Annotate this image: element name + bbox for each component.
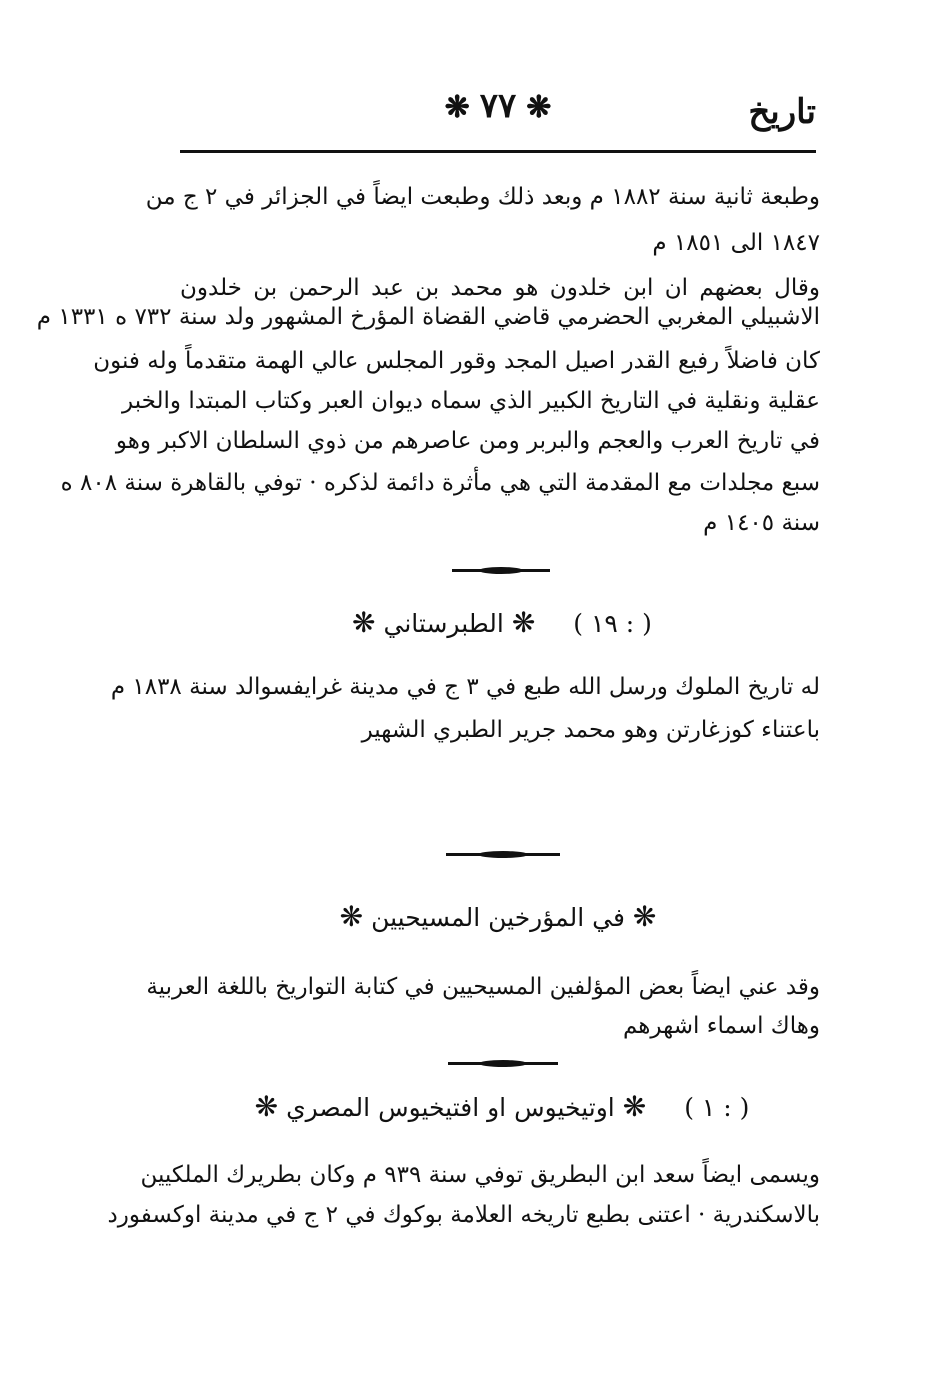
ornament-icon: ❋ [254, 1090, 279, 1123]
text-line: ويسمى ايضاً سعد ابن البطريق توفي سنة ٩٣٩ م وكان بطريرك الملكيين [140, 1162, 820, 1188]
text-line: ١٨٤٧ الى ١٨٥١ م [652, 230, 820, 256]
section-heading [180, 1090, 816, 1123]
ornament-icon: ❋ [444, 90, 470, 125]
text-line: كان فاضلاً رفيع القدر اصيل المجد وقور المجلس عالي الهمة متقدماً وله فنون [93, 348, 820, 374]
section-separator [448, 1062, 558, 1065]
entry-number: ( ١ : ) [684, 1093, 750, 1122]
page-header [180, 86, 816, 136]
text-line: وقد عني ايضاً بعض المؤلفين المسيحيين في كتابة التواريخ باللغة العربية [146, 974, 820, 1000]
ornament-icon: ❋ [526, 90, 552, 125]
header-rule [180, 150, 816, 153]
ornament-icon: ❋ [622, 1090, 647, 1123]
section-separator [452, 569, 550, 572]
ornament-icon: ❋ [632, 900, 657, 933]
text-line: وقال بعضهم ان ابن خلدون هو محمد بن عبد الرحمن بن خلدون [180, 275, 820, 301]
text-line: الاشبيلي المغربي الحضرمي قاضي القضاة المؤرخ المشهور ولد سنة ٧٣٢ ه ١٣٣١ م [36, 304, 820, 330]
entry-name: اوتيخيوس او افتيخيوس المصري [286, 1093, 615, 1122]
text-line: سبع مجلدات مع المقدمة التي هي مأثرة دائمة لذكره · توفي بالقاهرة سنة ٨٠٨ ه [60, 470, 820, 496]
page-number-block [180, 86, 816, 126]
running-title: تاريخ [748, 92, 816, 132]
text-line: وطبعة ثانية سنة ١٨٨٢ م وبعد ذلك وطبعت ايضاً في الجزائر في ٢ ج من [145, 184, 820, 210]
text-line: له تاريخ الملوك ورسل الله طبع في ٣ ج في مدينة غرايفسوالد سنة ١٨٣٨ م [110, 674, 820, 700]
text-line: باعتناء كوزغارتن وهو محمد جرير الطبري الشهير [361, 717, 820, 743]
text-line: في تاريخ العرب والعجم والبربر ومن عاصرهم من ذوي السلطان الاكبر وهو [115, 428, 820, 454]
ornament-icon: ❋ [511, 606, 536, 639]
section-heading [180, 606, 816, 639]
entry-number: ( ١٩ : ) [573, 609, 652, 638]
text-line: وهاك اسماء اشهرهم [623, 1013, 820, 1039]
section-separator [446, 853, 560, 856]
text-line: سنة ١٤٠٥ م [703, 510, 820, 536]
section-title-text: في المؤرخين المسيحيين [371, 903, 625, 932]
ornament-icon: ❋ [352, 606, 376, 639]
text-line: عقلية ونقلية في التاريخ الكبير الذي سماه ديوان العبر وكتاب المبتدا والخبر [122, 388, 820, 414]
entry-name: الطبرستاني [383, 609, 504, 638]
text-line: بالاسكندرية · اعتنى بطبع تاريخه العلامة بوكوك في ٢ ج في مدينة اوكسفورد [107, 1202, 820, 1228]
page-number: ٧٧ [479, 86, 517, 126]
section-title [180, 900, 816, 933]
ornament-icon: ❋ [339, 900, 364, 933]
